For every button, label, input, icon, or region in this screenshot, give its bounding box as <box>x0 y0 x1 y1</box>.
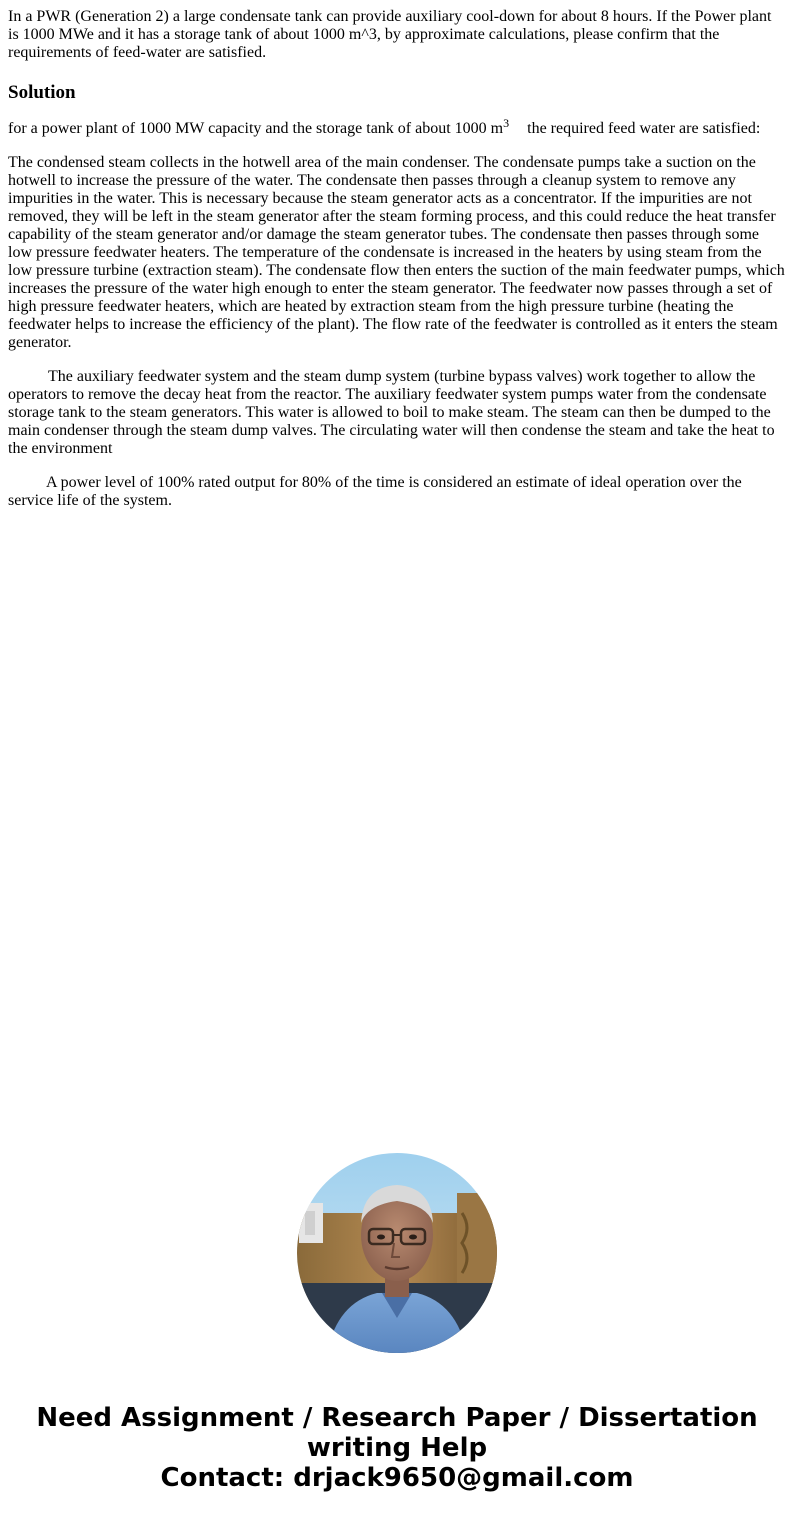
solution-heading: Solution <box>8 82 76 103</box>
superscript-exponent: 3 <box>503 116 510 130</box>
paragraph-condensate: The condensed steam collects in the hotwell area of the main condenser. The condensate pumps take a suction on the hotwell to increase the pressure of the water. The condensate then passes through a cleanup system to remove any impurities in the water. This is necessary because the steam generator acts as a concentrator. If the impurities are not removed, they will be left in the steam generator after the steam forming process, and this could reduce the heat transfer capability of the steam generator and/or damage the steam generator tubes. The condensate then passes through some low pressure feedwater heaters. The temperature of the condensate is increased in the heaters by using steam from the low pressure turbine (extraction steam). The condensate flow then enters the suction of the main feedwater pumps, which increases the pressure of the water high enough to enter the steam generator. The feedwater now passes through a set of high pressure feedwater heaters, which are heated by extraction steam from the high pressure turbine (heating the feedwater helps to increase the efficiency of the plant). The flow rate of the feedwater is controlled as it enters the steam generator. <box>8 154 785 351</box>
solution-intro-end: the required feed water are satisfied: <box>527 120 761 137</box>
paragraph-power-level: A power level of 100% rated output for 80% of the time is considered an estimate of ideal operation over the service life of the system. <box>8 474 742 509</box>
banner-line-1: Need Assignment / Research Paper / Dissertation <box>36 1403 758 1433</box>
solution-intro-start: for a power plant of 1000 MW capacity and the storage tank of about 1000 m <box>8 120 504 137</box>
paragraph-auxiliary-feedwater: The auxiliary feedwater system and the steam dump system (turbine bypass valves) work together to allow the operators to remove the decay heat from the reactor. The auxiliary feedwater system pumps water from the condensate storage tank to the steam generators. This water is allowed to boil to make steam. The steam can then be dumped to the main condenser through the steam dump valves. The circulating water will then condense the steam and take the heat to the environment <box>8 368 775 457</box>
portrait-image <box>297 1153 497 1353</box>
solution-intro <box>8 116 786 138</box>
banner-line-2: writing Help <box>306 1433 488 1463</box>
avatar <box>297 1153 497 1353</box>
contact-banner <box>0 1403 794 1493</box>
banner-contact-email: Contact: drjack9650@gmail.com <box>160 1463 634 1493</box>
question-text: In a PWR (Generation 2) a large condensate tank can provide auxiliary cool-down for about 8 hours. If the Power plant is 1000 MWe and it has a storage tank of about 1000 m^3, by approximate calculations, please confirm that the requirements of feed-water are satisfied. <box>8 8 772 61</box>
document-body <box>8 8 786 526</box>
